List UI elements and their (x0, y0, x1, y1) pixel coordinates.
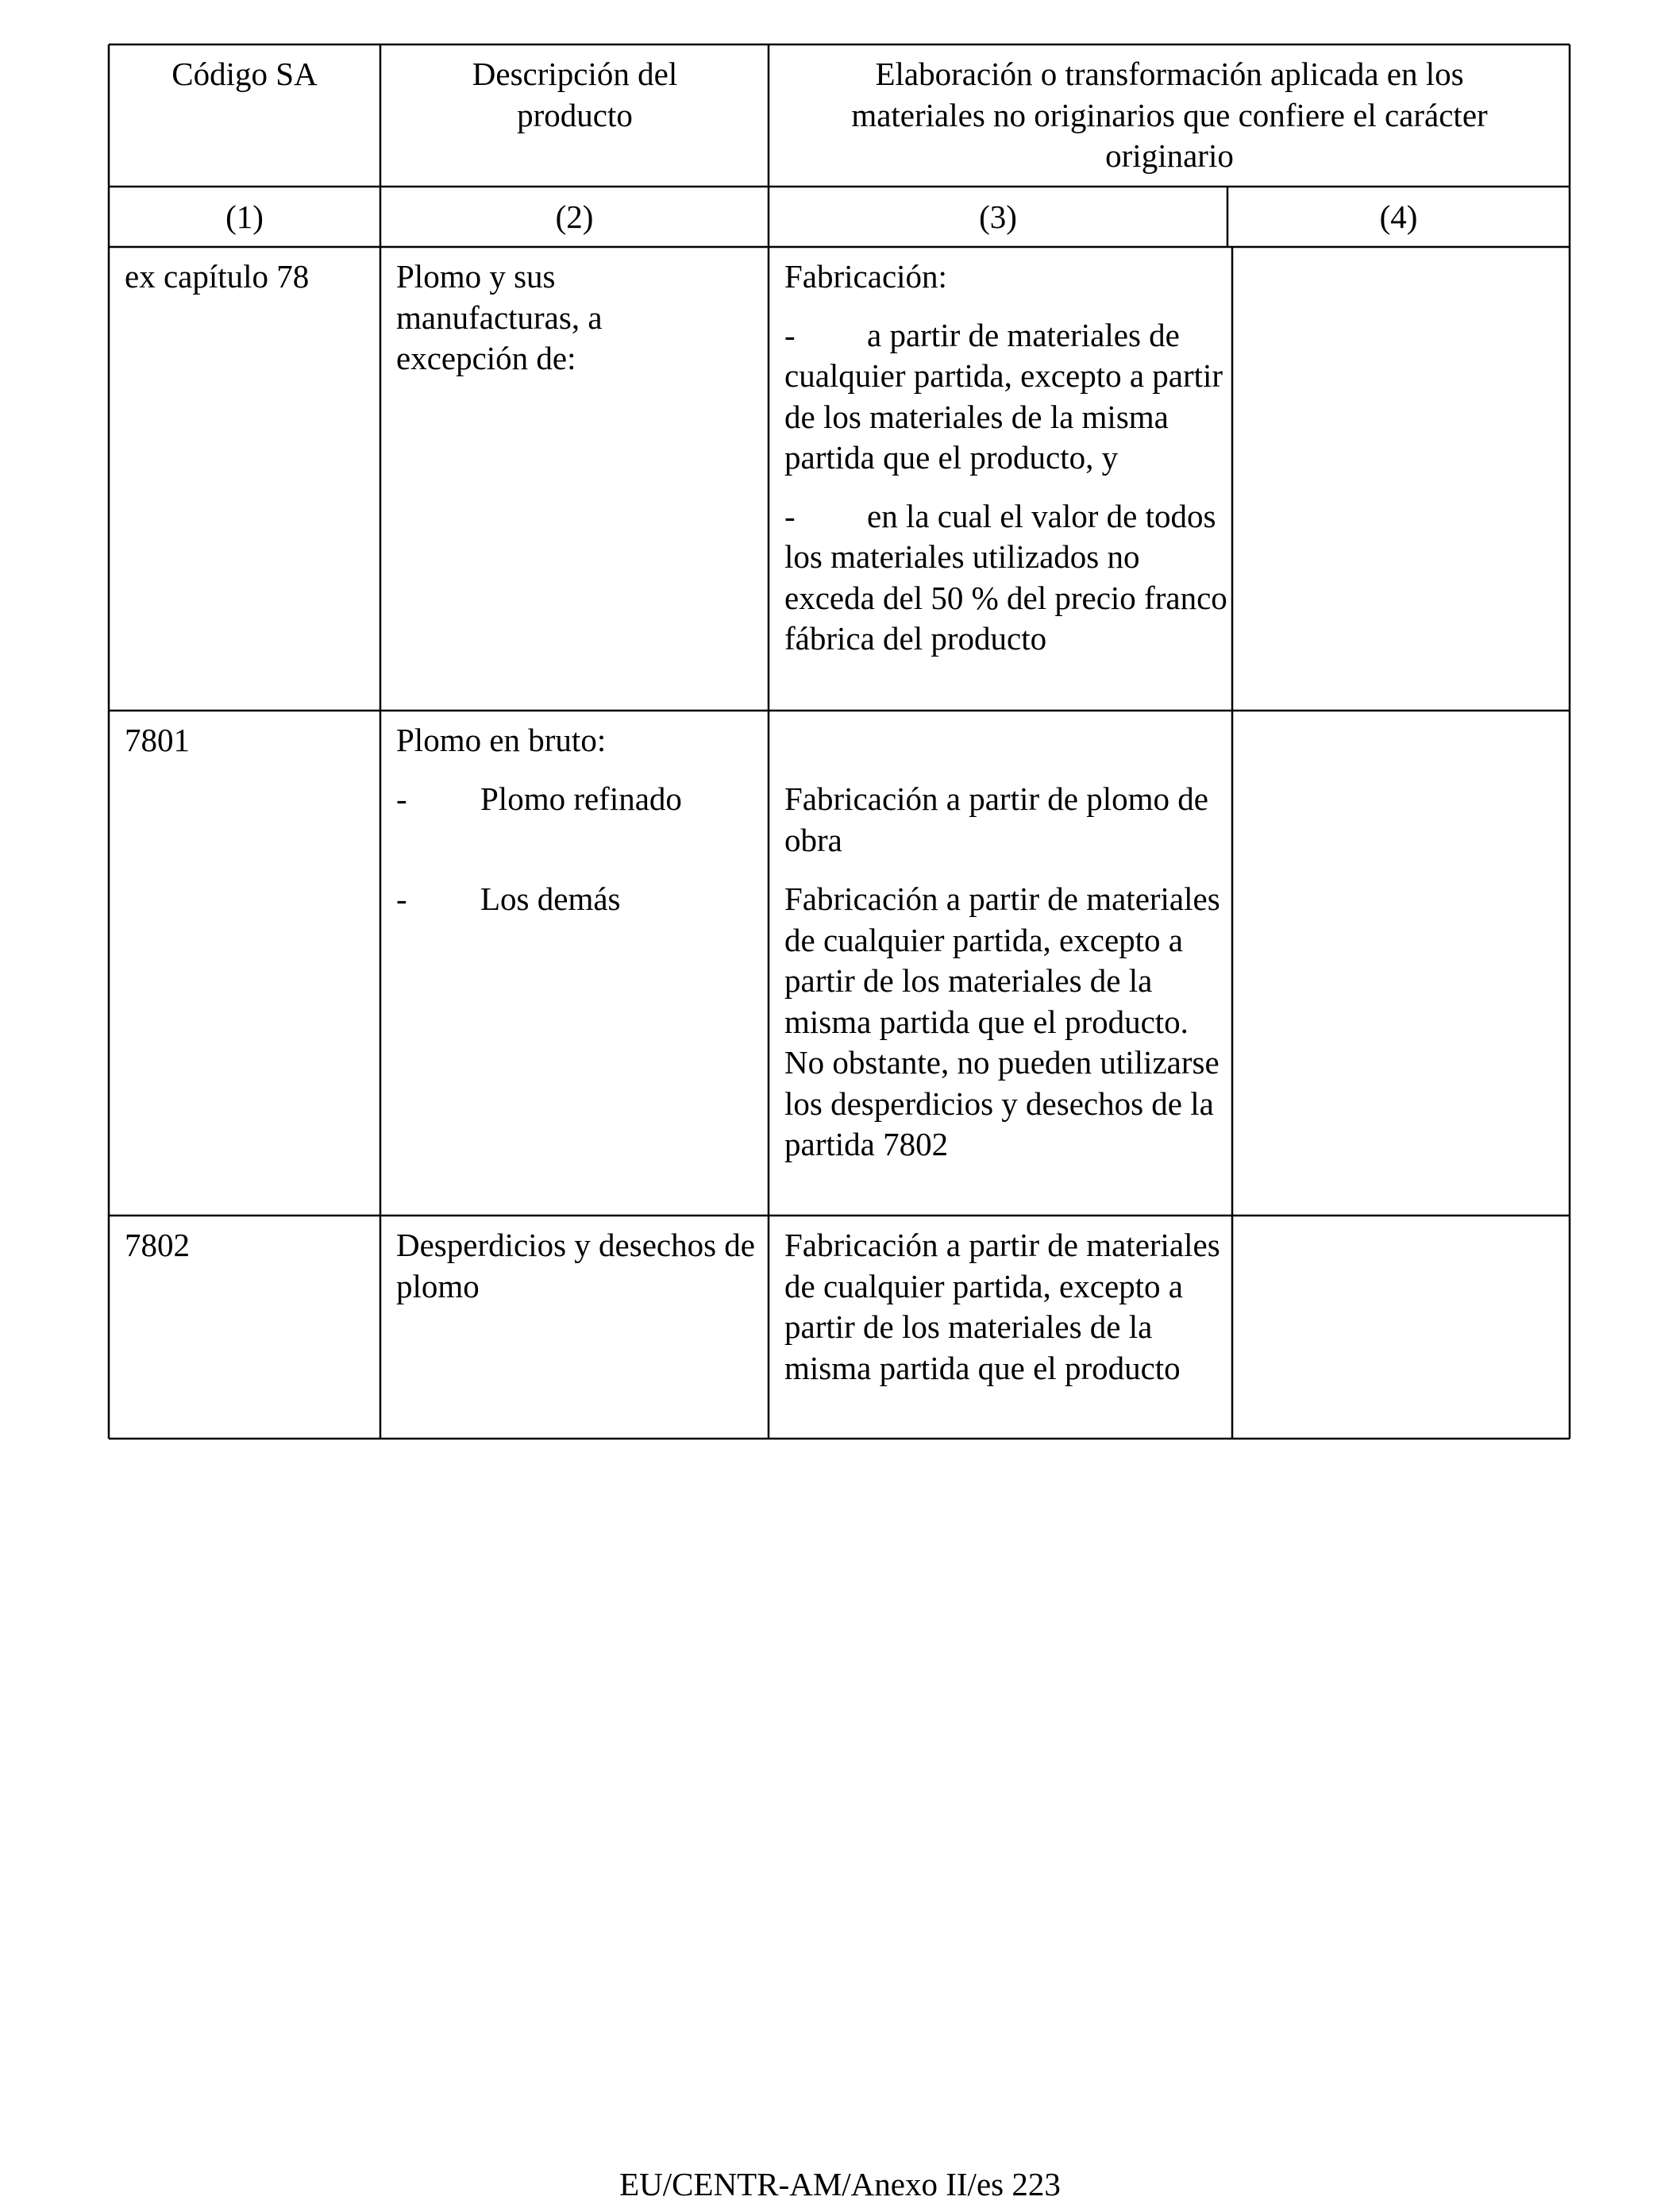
row-1-processing-bullet-1 (784, 315, 1229, 479)
row-1-processing-bullet-2 (784, 496, 1229, 660)
row-2-code: 7801 (125, 722, 190, 758)
header-product-description: Descripción del producto (472, 56, 678, 133)
row-2-subitem-1-dash: - (396, 780, 407, 817)
column-number-1: (1) (225, 198, 264, 235)
row-2-subitem-2-label: Los demás (480, 880, 621, 917)
row-2-subitem-2 (396, 879, 761, 920)
row-2-subitem-2-dash: - (396, 880, 407, 917)
row-2-subitem-1-label: Plomo refinado (480, 780, 682, 817)
row-1-processing (784, 256, 1229, 660)
row-3-processing: Fabricación a partir de materiales de cualquier partida, excepto a partir de los materiales de la misma partida que el producto (784, 1227, 1220, 1386)
header-hs-code: Código SA (171, 56, 318, 92)
row-2-subitem-1 (396, 779, 761, 820)
row-1-bullet-1-dash: - (784, 316, 796, 353)
header-processing: Elaboración o transformación aplicada en los materiales no originarios que confiere el carácter originario (851, 56, 1488, 174)
row-1-bullet-2-dash: - (784, 497, 796, 534)
column-number-3: (3) (979, 198, 1017, 235)
row-2-subitem-2-processing: Fabricación a partir de materiales de cualquier partida, excepto a partir de los materiales de la misma partida que el producto. No obstante, no pueden utilizarse los desperdicios y desechos de la partida 7802 (784, 880, 1220, 1162)
page-footer: EU/CENTR-AM/Anexo II/es 223 (619, 2166, 1061, 2202)
row-2-description: Plomo en bruto: (396, 722, 607, 758)
row-1-bullet-1-text: a partir de materiales de cualquier partida, excepto a partir de los materiales de la misma partida que el producto, y (784, 316, 1223, 476)
row-1-bullet-2-text: en la cual el valor de todos los materiales utilizados no exceda del 50 % del precio franco fábrica del producto (784, 497, 1227, 657)
column-number-2: (2) (555, 198, 594, 235)
column-number-4: (4) (1379, 198, 1418, 235)
row-3-code: 7802 (125, 1227, 190, 1263)
row-1-code: ex capítulo 78 (125, 258, 310, 295)
row-3-description: Desperdicios y desechos de plomo (396, 1227, 756, 1304)
row-1-description: Plomo y sus manufacturas, a excepción de: (396, 258, 603, 376)
row-2-subitem-1-processing: Fabricación a partir de plomo de obra (784, 780, 1208, 858)
row-1-processing-intro: Fabricación: (784, 258, 947, 295)
